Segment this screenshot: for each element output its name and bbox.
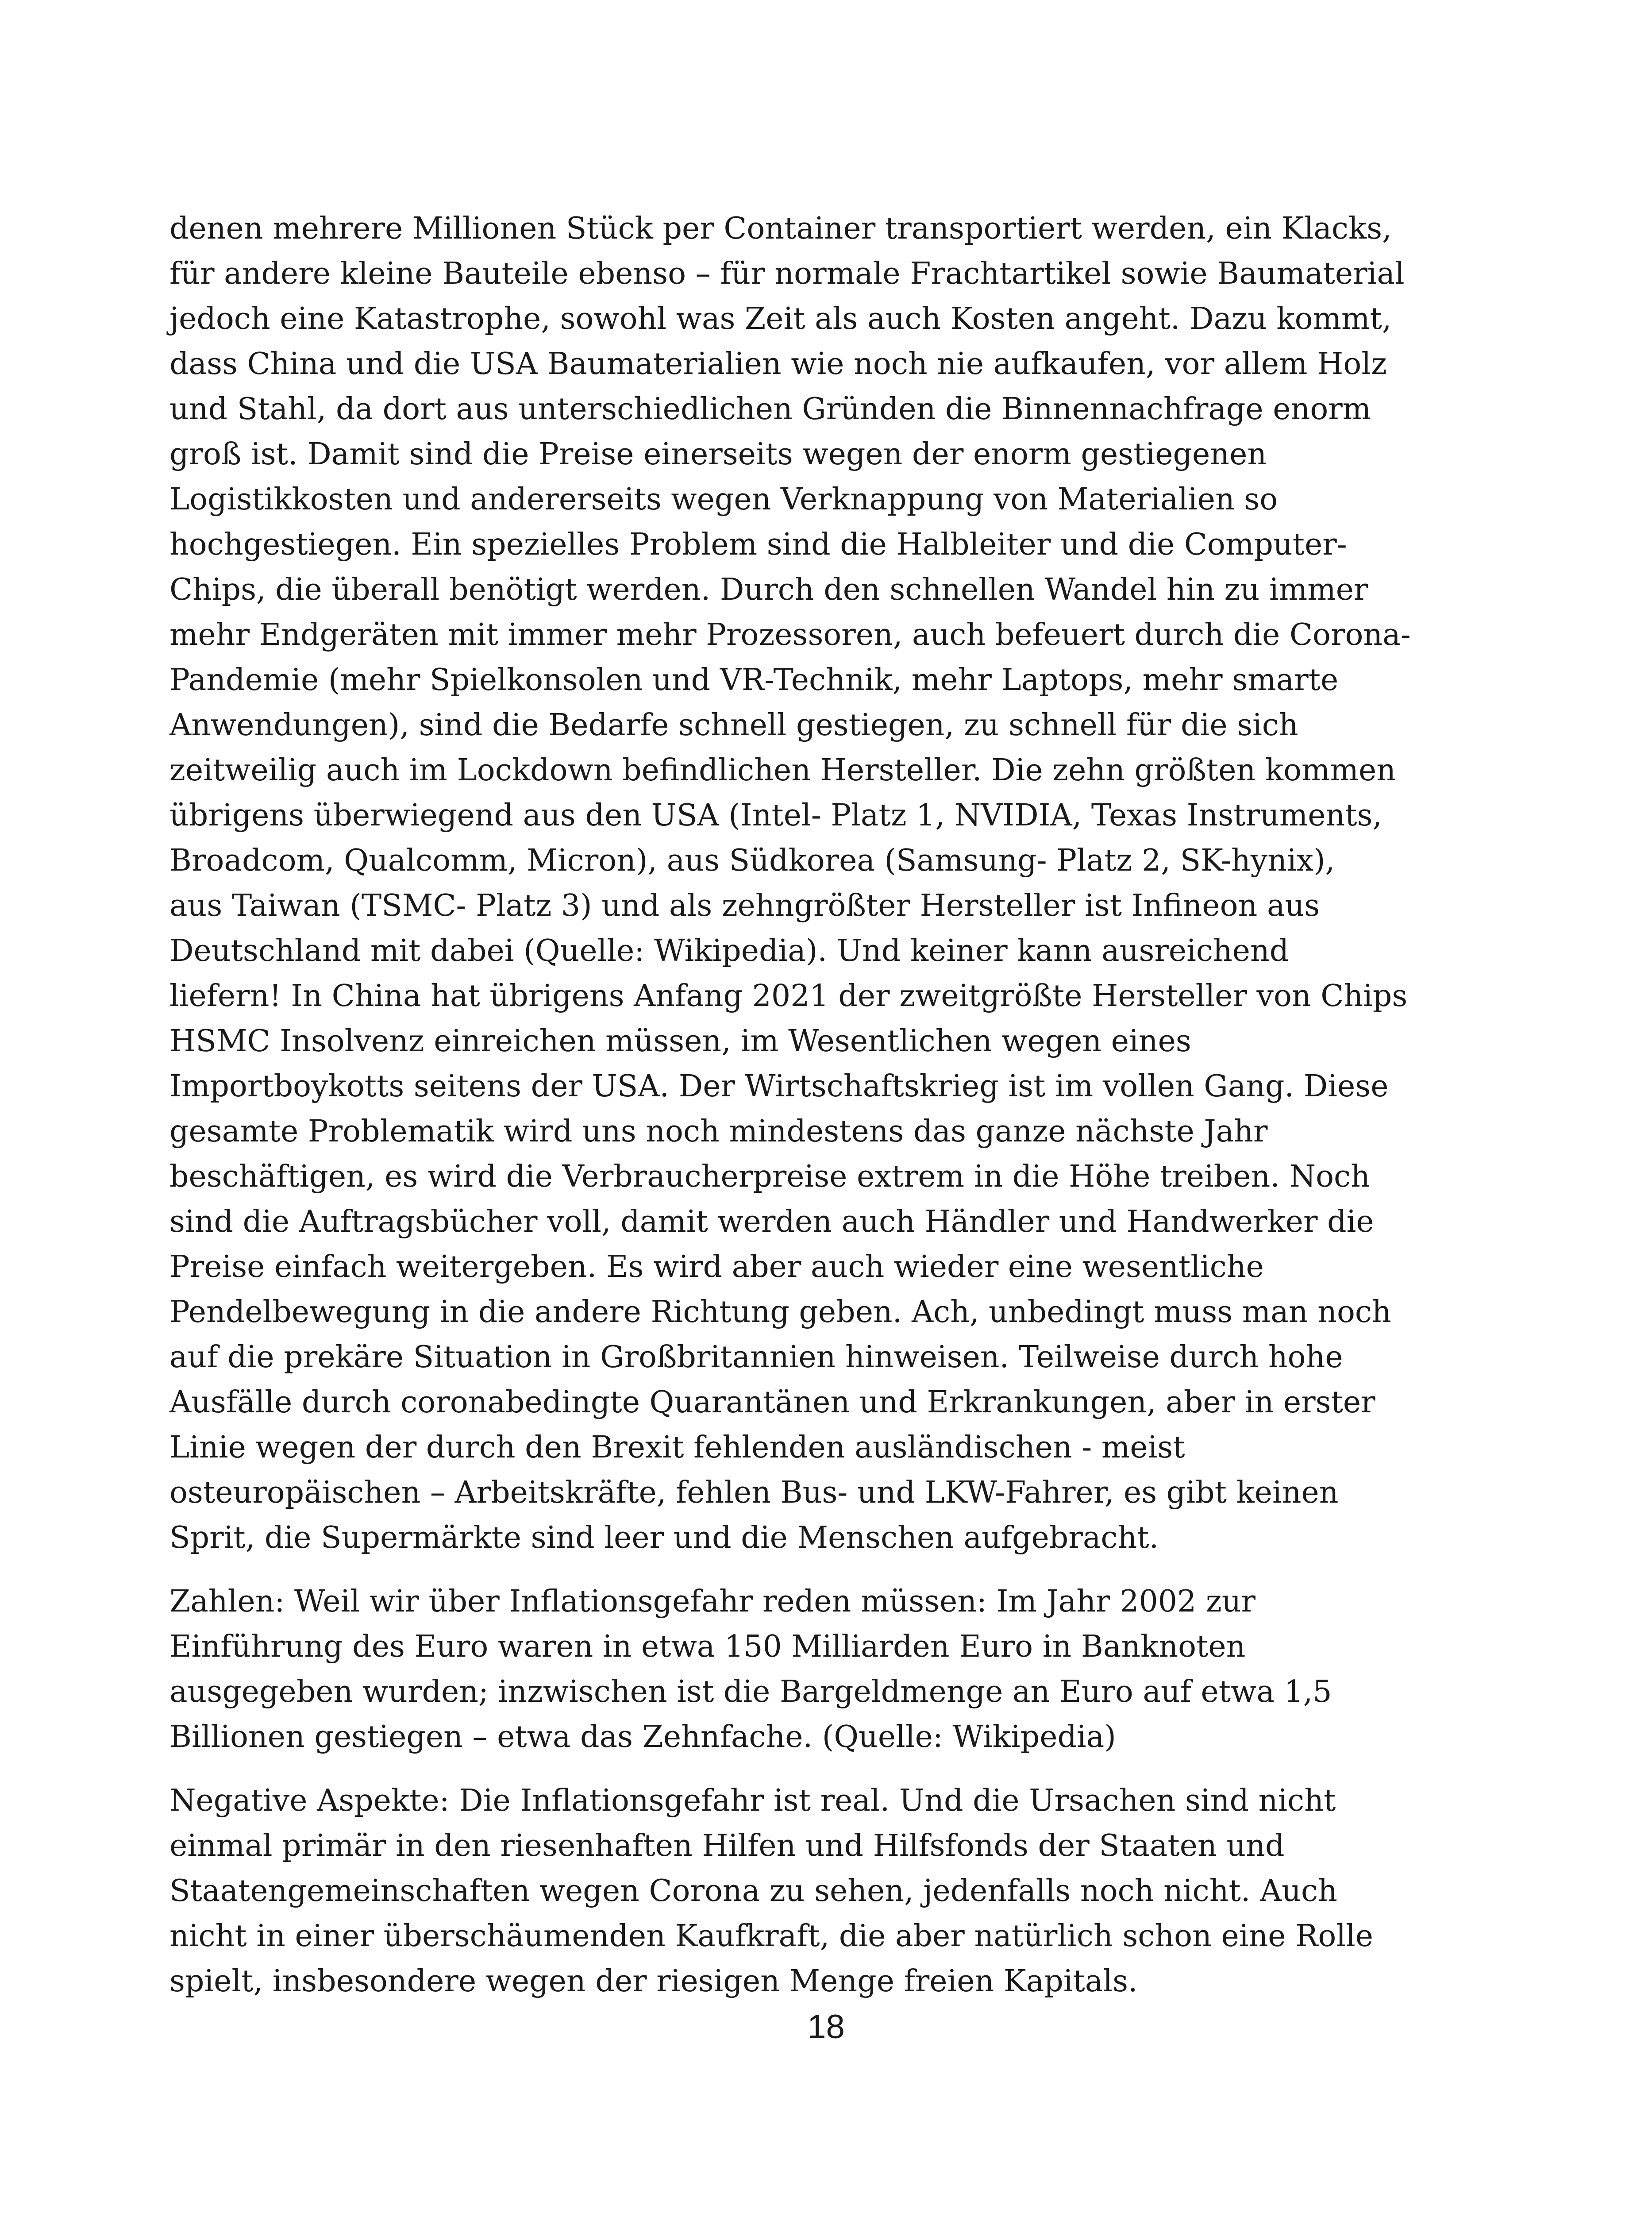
text-line: Sprit, die Supermärkte sind leer und die Menschen aufgebracht. — [169, 1520, 1159, 1555]
text-line: denen mehrere Millionen Stück per Container transportiert werden, ein Klacks, — [169, 211, 1392, 246]
text-line: für andere kleine Bauteile ebenso – für normale Frachtartikel sowie Baumaterial — [169, 256, 1405, 291]
text-line: groß ist. Damit sind die Preise einerseits wegen der enorm gestiegenen — [169, 437, 1267, 472]
page-number: 18 — [807, 2008, 845, 2046]
text-line: Chips, die überall benötigt werden. Durch den schnellen Wandel hin zu immer — [169, 572, 1368, 607]
text-line: Logistikkosten und andererseits wegen Verknappung von Materialien so — [169, 482, 1278, 517]
paragraph-negative-aspekte — [169, 1778, 1493, 2004]
text-line: Einführung des Euro waren in etwa 150 Milliarden Euro in Banknoten — [169, 1629, 1246, 1664]
text-line: Broadcom, Qualcomm, Micron), aus Südkorea (Samsung- Platz 2, SK-hynix), — [169, 843, 1335, 878]
text-line: sind die Auftragsbücher voll, damit werden auch Händler und Handwerker die — [169, 1204, 1374, 1239]
text-line: ausgegeben wurden; inzwischen ist die Bargeldmenge an Euro auf etwa 1,5 — [169, 1674, 1332, 1709]
text-line: Importboykotts seitens der USA. Der Wirtschaftskrieg ist im vollen Gang. Diese — [169, 1069, 1389, 1104]
text-line: liefern! In China hat übrigens Anfang 2021 der zweitgrößte Hersteller von Chips — [169, 979, 1408, 1014]
text-line: nicht in einer überschäumenden Kaufkraft, die aber natürlich schon eine Rolle — [169, 1919, 1373, 1954]
text-line: spielt, insbesondere wegen der riesigen Menge freien Kapitals. — [169, 1964, 1138, 1999]
text-line: beschäftigen, es wird die Verbraucherpreise extrem in die Höhe treiben. Noch — [169, 1159, 1370, 1194]
text-line: Linie wegen der durch den Brexit fehlenden ausländischen - meist — [169, 1430, 1185, 1465]
text-line: dass China und die USA Baumaterialien wie noch nie aufkaufen, vor allem Holz — [169, 347, 1387, 382]
text-line: zeitweilig auch im Lockdown befindlichen Hersteller. Die zehn größten kommen — [169, 753, 1396, 788]
text-line: Billionen gestiegen – etwa das Zehnfache. (Quelle: Wikipedia) — [169, 1720, 1116, 1754]
text-line: gesamte Problematik wird uns noch mindestens das ganze nächste Jahr — [169, 1114, 1268, 1149]
text-line: auf die prekäre Situation in Großbritannien hinweisen. Teilweise durch hohe — [169, 1340, 1343, 1375]
text-line: HSMC Insolvenz einreichen müssen, im Wesentlichen wegen eines — [169, 1024, 1191, 1059]
text-line: Pendelbewegung in die andere Richtung geben. Ach, unbedingt muss man noch — [169, 1295, 1391, 1330]
text-line: Preise einfach weitergeben. Es wird aber auch wieder eine wesentliche — [169, 1249, 1264, 1284]
paragraph-zahlen — [169, 1579, 1493, 1760]
text-line: aus Taiwan (TSMC- Platz 3) und als zehngrößter Hersteller ist Infineon aus — [169, 888, 1320, 923]
text-line: hochgestiegen. Ein spezielles Problem sind die Halbleiter und die Computer- — [169, 527, 1347, 562]
text-line: Negative Aspekte: Die Inflationsgefahr ist real. Und die Ursachen sind nicht — [169, 1783, 1336, 1818]
body-text — [169, 206, 1493, 2023]
text-line: Staatengemeinschaften wegen Corona zu sehen, jedenfalls noch nicht. Auch — [169, 1874, 1337, 1908]
paragraph-supply-chain — [169, 206, 1493, 1561]
text-line: Pandemie (mehr Spielkonsolen und VR-Technik, mehr Laptops, mehr smarte — [169, 663, 1339, 698]
text-line: Anwendungen), sind die Bedarfe schnell gestiegen, zu schnell für die sich — [169, 708, 1298, 743]
text-line: einmal primär in den riesenhaften Hilfen und Hilfsfonds der Staaten und — [169, 1828, 1285, 1863]
text-line: osteuropäischen – Arbeitskräfte, fehlen Bus- und LKW-Fahrer, es gibt keinen — [169, 1475, 1339, 1510]
text-line: Zahlen: Weil wir über Inflationsgefahr reden müssen: Im Jahr 2002 zur — [169, 1584, 1256, 1619]
text-line: jedoch eine Katastrophe, sowohl was Zeit als auch Kosten angeht. Dazu kommt, — [169, 301, 1392, 336]
text-line: Ausfälle durch coronabedingte Quarantänen und Erkrankungen, aber in erster — [169, 1385, 1375, 1420]
text-line: Deutschland mit dabei (Quelle: Wikipedia). Und keiner kann ausreichend — [169, 933, 1289, 968]
text-line: übrigens überwiegend aus den USA (Intel- Platz 1, NVIDIA, Texas Instruments, — [169, 798, 1382, 833]
text-line: mehr Endgeräten mit immer mehr Prozessoren, auch befeuert durch die Corona- — [169, 617, 1411, 652]
text-line: und Stahl, da dort aus unterschiedlichen Gründen die Binnennachfrage enorm — [169, 392, 1371, 427]
